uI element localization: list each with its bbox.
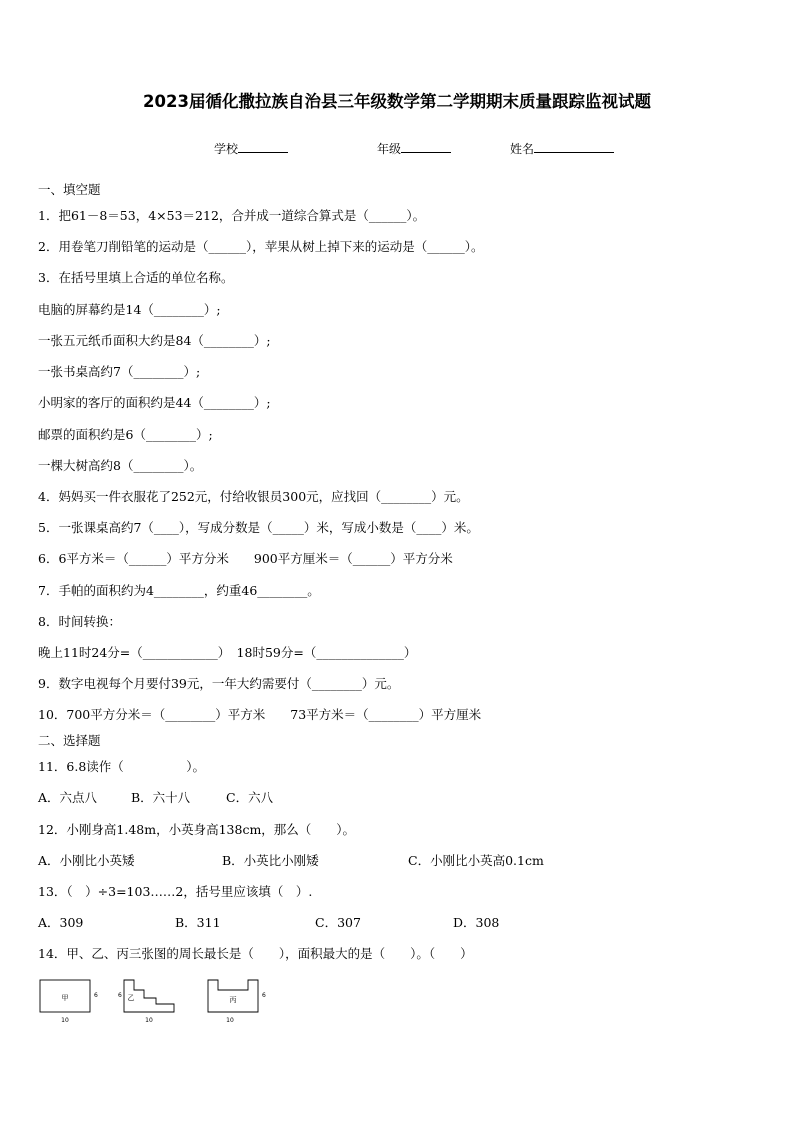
question-10: 10．700平方分米＝（________）平方米 73平方米＝（________）平方厘米 [38, 707, 482, 722]
q13-option-b[interactable]: B．311 [175, 915, 221, 930]
figure-yi-height: 6 [118, 992, 122, 999]
figure-jia-width: 10 [61, 1017, 69, 1024]
question-8: 8．时间转换： [38, 614, 121, 629]
question-13: 13．（ ）÷3=103……2，括号里应该填（ ）. [38, 884, 313, 899]
school-field [214, 140, 288, 157]
grade-blank[interactable] [401, 140, 451, 153]
q11-option-b[interactable]: B．六十八 [131, 790, 191, 805]
grade-field [377, 140, 451, 157]
figure-bing-label: 丙 [229, 996, 237, 1004]
question-1: 1．把61－8＝53，4×53＝212，合并成一道综合算式是（______）。 [38, 208, 426, 223]
figure-jia-height: 6 [94, 992, 98, 999]
question-4: 4．妈妈买一件衣服花了252元，付给收银员300元，应找回（________）元。 [38, 489, 469, 504]
figure-yi-label: 乙 [127, 994, 135, 1002]
name-field [510, 140, 614, 157]
question-6: 6．6平方米＝（______）平方分米 900平方厘米＝（______）平方分米 [38, 551, 453, 566]
school-label: 学校 [214, 142, 239, 156]
question-3b: 一张五元纸币面积大约是84（________）; [38, 333, 271, 348]
figure-bing [208, 980, 266, 1024]
figure-jia [40, 980, 98, 1024]
question-3d: 小明家的客厅的面积约是44（________）; [38, 395, 271, 410]
q13-option-d[interactable]: D．308 [453, 915, 500, 930]
q14-figures [38, 976, 298, 1026]
question-11: 11．6.8读作（ ）。 [38, 759, 206, 774]
question-8a: 晚上11时24分=（____________） 18时59分=（______________） [38, 645, 417, 660]
q11-option-a[interactable]: A．六点八 [38, 790, 98, 805]
question-3a: 电脑的屏幕约是14（________）; [38, 302, 221, 317]
page-title: 2023届循化撒拉族自治县三年级数学第二学期期末质量跟踪监视试题 [143, 92, 651, 111]
section-choice: 二、选择题 [38, 733, 101, 748]
q12-option-a[interactable]: A．小刚比小英矮 [38, 853, 135, 868]
figure-jia-label: 甲 [61, 994, 69, 1002]
question-3e: 邮票的面积约是6（________）; [38, 427, 213, 442]
section-fill-blank: 一、填空题 [38, 182, 101, 197]
question-9: 9．数字电视每个月要付39元，一年大约需要付（________）元。 [38, 676, 400, 691]
school-blank[interactable] [238, 140, 288, 153]
question-2: 2．用卷笔刀削铅笔的运动是（______），苹果从树上掉下来的运动是（______）。 [38, 239, 484, 254]
question-3: 3．在括号里填上合适的单位名称。 [38, 270, 234, 285]
q12-option-b[interactable]: B．小英比小刚矮 [222, 853, 319, 868]
question-7: 7．手帕的面积约为4________，约重46________。 [38, 583, 320, 598]
q12-option-c[interactable]: C．小刚比小英高0.1cm [408, 853, 544, 868]
figure-bing-height: 6 [262, 992, 266, 999]
q13-option-c[interactable]: C．307 [315, 915, 361, 930]
q13-option-a[interactable]: A．309 [38, 915, 84, 930]
question-3c: 一张书桌高约7（________）; [38, 364, 201, 379]
name-blank[interactable] [534, 140, 614, 153]
figure-yi-width: 10 [145, 1017, 153, 1024]
figure-bing-width: 10 [226, 1017, 234, 1024]
question-14: 14．甲、乙、丙三张图的周长最长是（ ），面积最大的是（ ）。（ ） [38, 946, 473, 961]
q11-option-c[interactable]: C．六八 [226, 790, 274, 805]
name-label: 姓名 [510, 142, 535, 156]
question-5: 5．一张课桌高约7（____），写成分数是（_____）米，写成小数是（____）米。 [38, 520, 479, 535]
question-3f: 一棵大树高约8（________）。 [38, 458, 203, 473]
figure-yi [118, 980, 174, 1024]
question-12: 12．小刚身高1.48m，小英身高138cm，那么（ ）。 [38, 822, 356, 837]
grade-label: 年级 [377, 142, 402, 156]
